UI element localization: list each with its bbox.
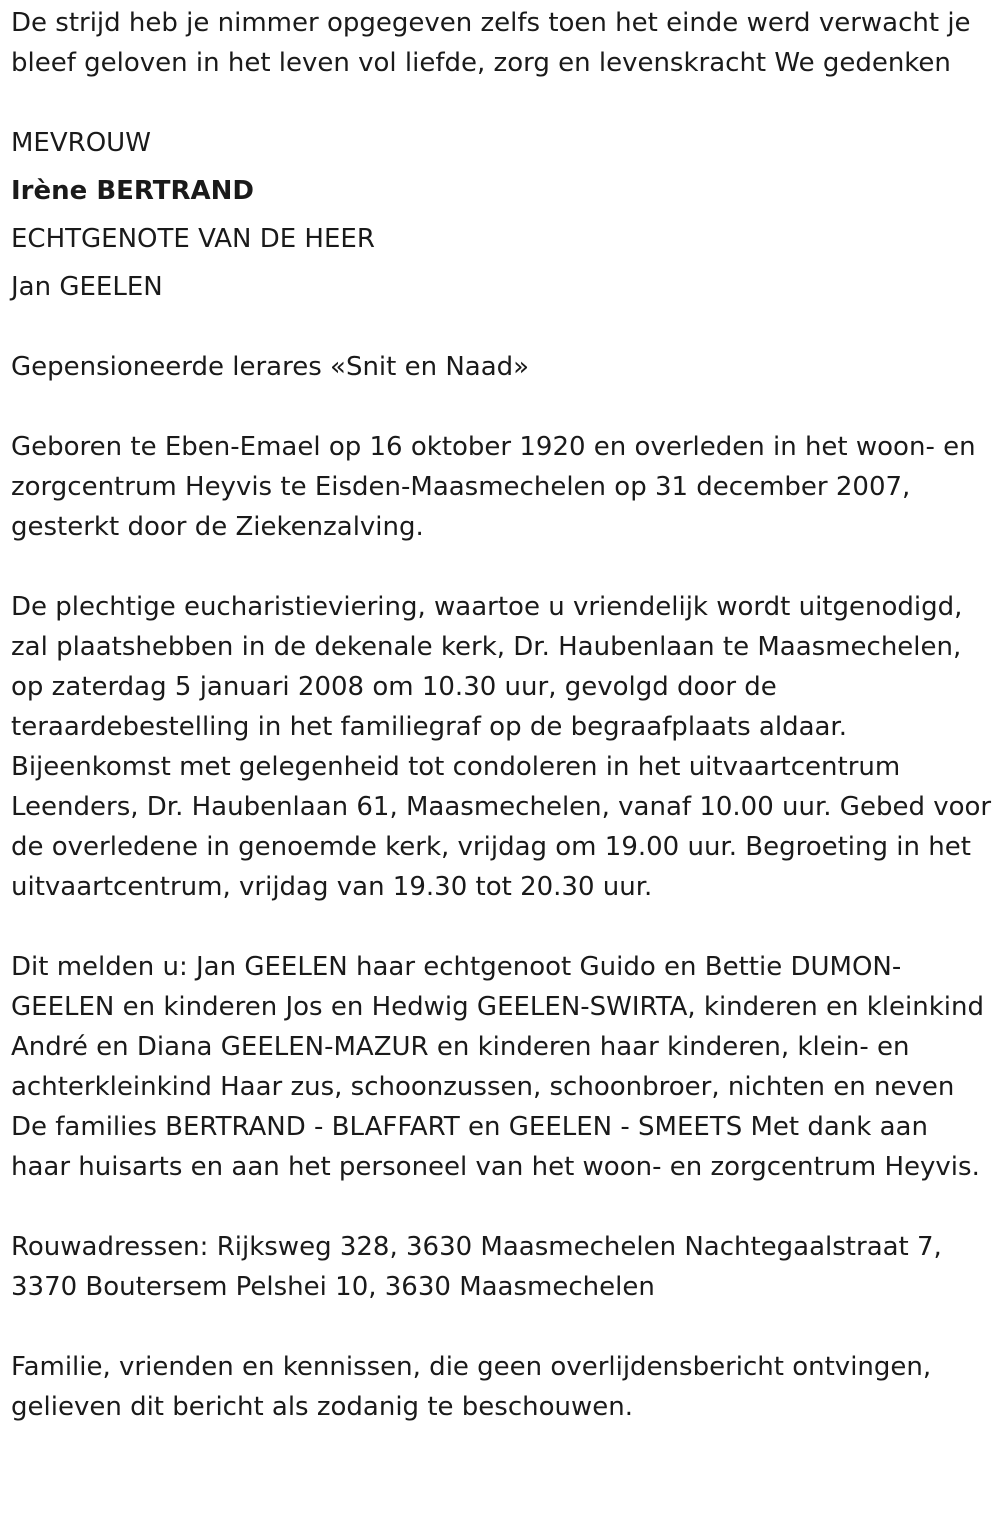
announcement-block — [11, 123, 993, 307]
birth-death-text: Geboren te Eben-Emael op 16 oktober 1920 en overleden in het woon- en zorgcentrum Heyvis te Eisden-Maasmechelen op 31 december 2007, gesterkt door de Ziekenzalving. — [11, 432, 976, 542]
addresses-text: Rouwadressen: Rijksweg 328, 3630 Maasmechelen Nachtegaalstraat 7, 3370 Boutersem Pelshei 10, 3630 Maasmechelen — [11, 1232, 942, 1302]
ceremony-text: De plechtige eucharistieviering, waartoe u vriendelijk wordt uitgenodigd, zal plaatshebben in de dekenale kerk, Dr. Haubenlaan te Maasmechelen, op zaterdag 5 januari 2008 om 10.30 uur, gevolgd door de teraardebestelling in het familiegraf op de begraafplaats aldaar. Bijeenkomst met gelegenheid tot condoleren in het uitvaartcentrum Leenders, Dr. Haubenlaan 61, Maasmechelen, vanaf 10.00 uur. Gebed voor de overledene in genoemde kerk, vrijdag om 19.00 uur. Begroeting in het uitvaartcentrum, vrijdag van 19.30 tot 20.30 uur. — [11, 592, 992, 902]
title-prefix: MEVROUW — [11, 128, 151, 158]
spouse-name: Jan GEELEN — [11, 272, 163, 302]
poem-text: De strijd heb je nimmer opgegeven zelfs toen het einde werd verwacht je bleef geloven in het leven vol liefde, zorg en levenskracht We gedenken — [11, 8, 971, 78]
family-text: Dit melden u: Jan GEELEN haar echtgenoot Guido en Bettie DUMON-GEELEN en kinderen Jos en Hedwig GEELEN-SWIRTA, kinderen en kleinkind André en Diana GEELEN-MAZUR en kinderen haar kinderen, klein- en achterkleinkind Haar zus, schoonzussen, schoonbroer, nichten en neven De families BERTRAND - BLAFFART en GEELEN - SMEETS Met dank aan haar huisarts en aan het personeel van het woon- en zorgcentrum Heyvis. — [11, 952, 984, 1182]
occupation-text: Gepensioneerde lerares «Snit en Naad» — [11, 352, 530, 382]
deceased-name: Irène BERTRAND — [11, 176, 254, 206]
closing-text: Familie, vrienden en kennissen, die geen overlijdensbericht ontvingen, gelieven dit bericht als zodanig te beschouwen. — [11, 1352, 932, 1422]
obituary-document — [11, 3, 993, 1467]
relation-text: ECHTGENOTE VAN DE HEER — [11, 224, 375, 254]
